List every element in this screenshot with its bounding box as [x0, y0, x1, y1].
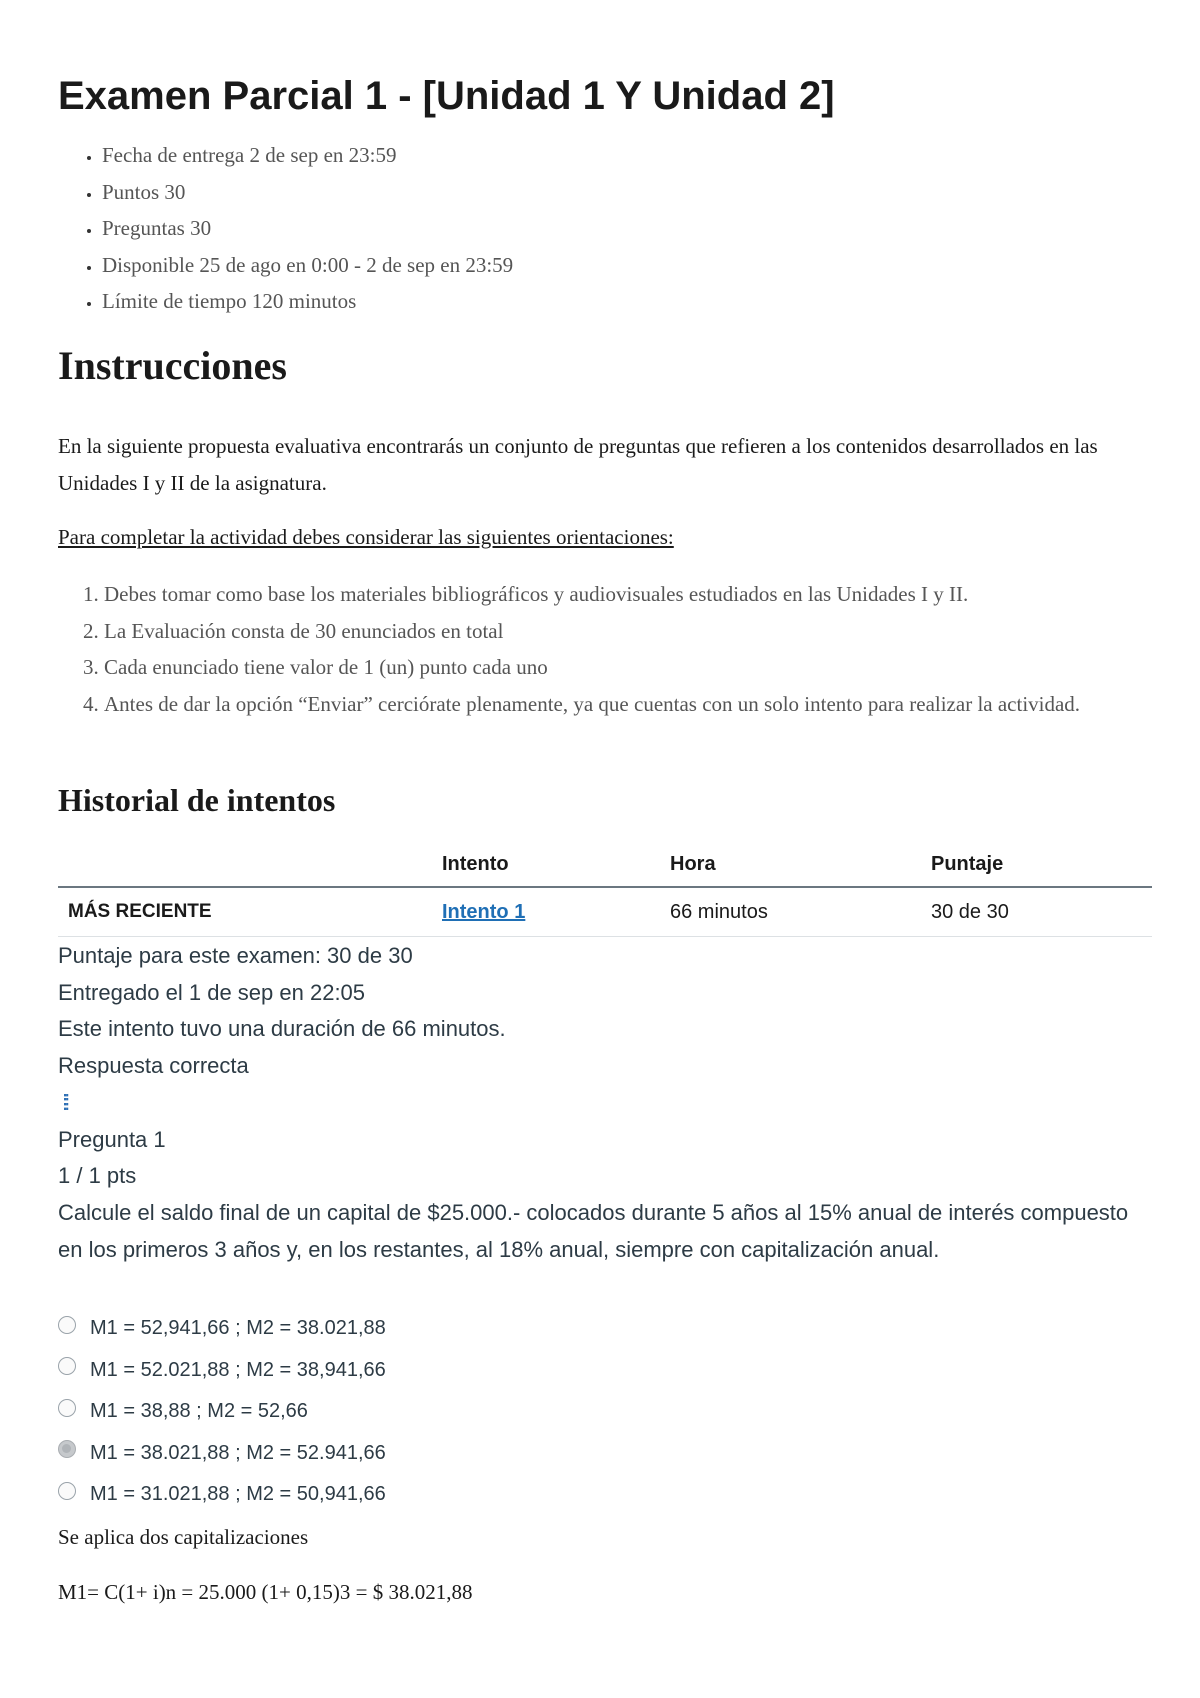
question-points: 1 / 1 pts: [58, 1163, 137, 1189]
answer-label: M1 = 52.021,88 ; M2 = 38,941,66: [90, 1358, 386, 1381]
radio-button[interactable]: [58, 1357, 76, 1375]
instructions-intro: En la siguiente propuesta evaluativa encontrarás un conjunto de preguntas que refieren a los contenidos desarrollados en las Unidades I y II de la asignatura.: [58, 434, 1098, 495]
answer-option[interactable]: [58, 1350, 386, 1392]
availability: • Disponible 25 de ago en 0:00 - 2 de sep en 23:59: [102, 252, 513, 289]
orientations-label: Para completar la actividad debes considerar las siguientes orientaciones:: [58, 525, 674, 549]
quiz-details-list: [58, 142, 513, 325]
instruction-step: 1. Debes tomar como base los materiales bibliográficos y audiovisuales estudiados en las Unidades I y II.: [104, 576, 1194, 613]
attempt-duration: Este intento tuvo una duración de 66 minutos.: [58, 1016, 506, 1042]
attempt-summary: [58, 938, 1152, 1268]
submitted-date: Entregado el 1 de sep en 22:05: [58, 979, 366, 1005]
attempts-table: [58, 842, 1152, 937]
column-header-hora: Hora: [660, 842, 921, 887]
attempt-cell: [432, 887, 660, 937]
history-heading: Historial de intentos: [58, 782, 336, 818]
column-header: [58, 842, 432, 887]
answer-note: Se aplica dos capitalizaciones: [58, 1525, 309, 1549]
instructions-heading: Instrucciones: [58, 343, 287, 388]
answer-options: [58, 1308, 386, 1516]
due-date: • Fecha de entrega 2 de sep en 23:59: [102, 142, 513, 179]
answer-label: M1 = 52,941,66 ; M2 = 38.021,88: [90, 1317, 386, 1340]
attempt-link[interactable]: Intento 1: [442, 900, 526, 923]
instruction-step: 4. Antes de dar la opción “Enviar” cerciórate plenamente, ya que cuentas con un solo intento para realizar la actividad.: [104, 686, 1194, 723]
correct-answer-label: Respuesta correcta: [58, 1053, 249, 1079]
question-label: Pregunta 1: [58, 1126, 166, 1152]
instructions-steps: [58, 576, 1194, 722]
answer-label: M1 = 38.021,88 ; M2 = 52.941,66: [90, 1441, 386, 1464]
column-header-puntaje: Puntaje: [921, 842, 1152, 887]
answer-label: M1 = 31.021,88 ; M2 = 50,941,66: [90, 1483, 386, 1506]
radio-button[interactable]: [58, 1316, 76, 1334]
answer-option-selected[interactable]: [58, 1433, 386, 1475]
most-recent-label: MÁS RECIENTE: [58, 887, 432, 937]
answer-label: M1 = 38,88 ; M2 = 52,66: [90, 1400, 308, 1423]
column-header-intento: Intento: [432, 842, 660, 887]
exam-score: Puntaje para este examen: 30 de 30: [58, 943, 413, 968]
radio-button[interactable]: [58, 1482, 76, 1500]
questions-count: • Preguntas 30: [102, 215, 513, 252]
points: • Puntos 30: [102, 179, 513, 216]
radio-button[interactable]: [58, 1399, 76, 1417]
page-title: Examen Parcial 1 - [Unidad 1 Y Unidad 2]: [58, 74, 835, 118]
answer-option[interactable]: [58, 1391, 386, 1433]
instruction-step: 2. La Evaluación consta de 30 enunciados en total: [104, 613, 1194, 650]
time-limit: • Límite de tiempo 120 minutos: [102, 288, 513, 325]
radio-button-selected[interactable]: [58, 1440, 76, 1458]
drag-handle-icon[interactable]: ⁞⁞: [62, 1089, 67, 1115]
attempt-time: 66 minutos: [660, 887, 921, 937]
attempts-header-row: [58, 842, 1152, 887]
attempt-score: 30 de 30: [921, 887, 1152, 937]
answer-option[interactable]: [58, 1474, 386, 1516]
answer-formula: M1= C(1+ i)n = 25.000 (1+ 0,15)3 = $ 38.021,88: [58, 1580, 473, 1604]
answer-option[interactable]: [58, 1308, 386, 1350]
instruction-step: 3. Cada enunciado tiene valor de 1 (un) punto cada uno: [104, 649, 1194, 686]
table-row: [58, 887, 1152, 937]
question-text: Calcule el saldo final de un capital de $25.000.- colocados durante 5 años al 15% anual de interés compuesto en los primeros 3 años y, en los restantes, al 18% anual, siempre con capitalización anual.: [58, 1199, 1129, 1262]
